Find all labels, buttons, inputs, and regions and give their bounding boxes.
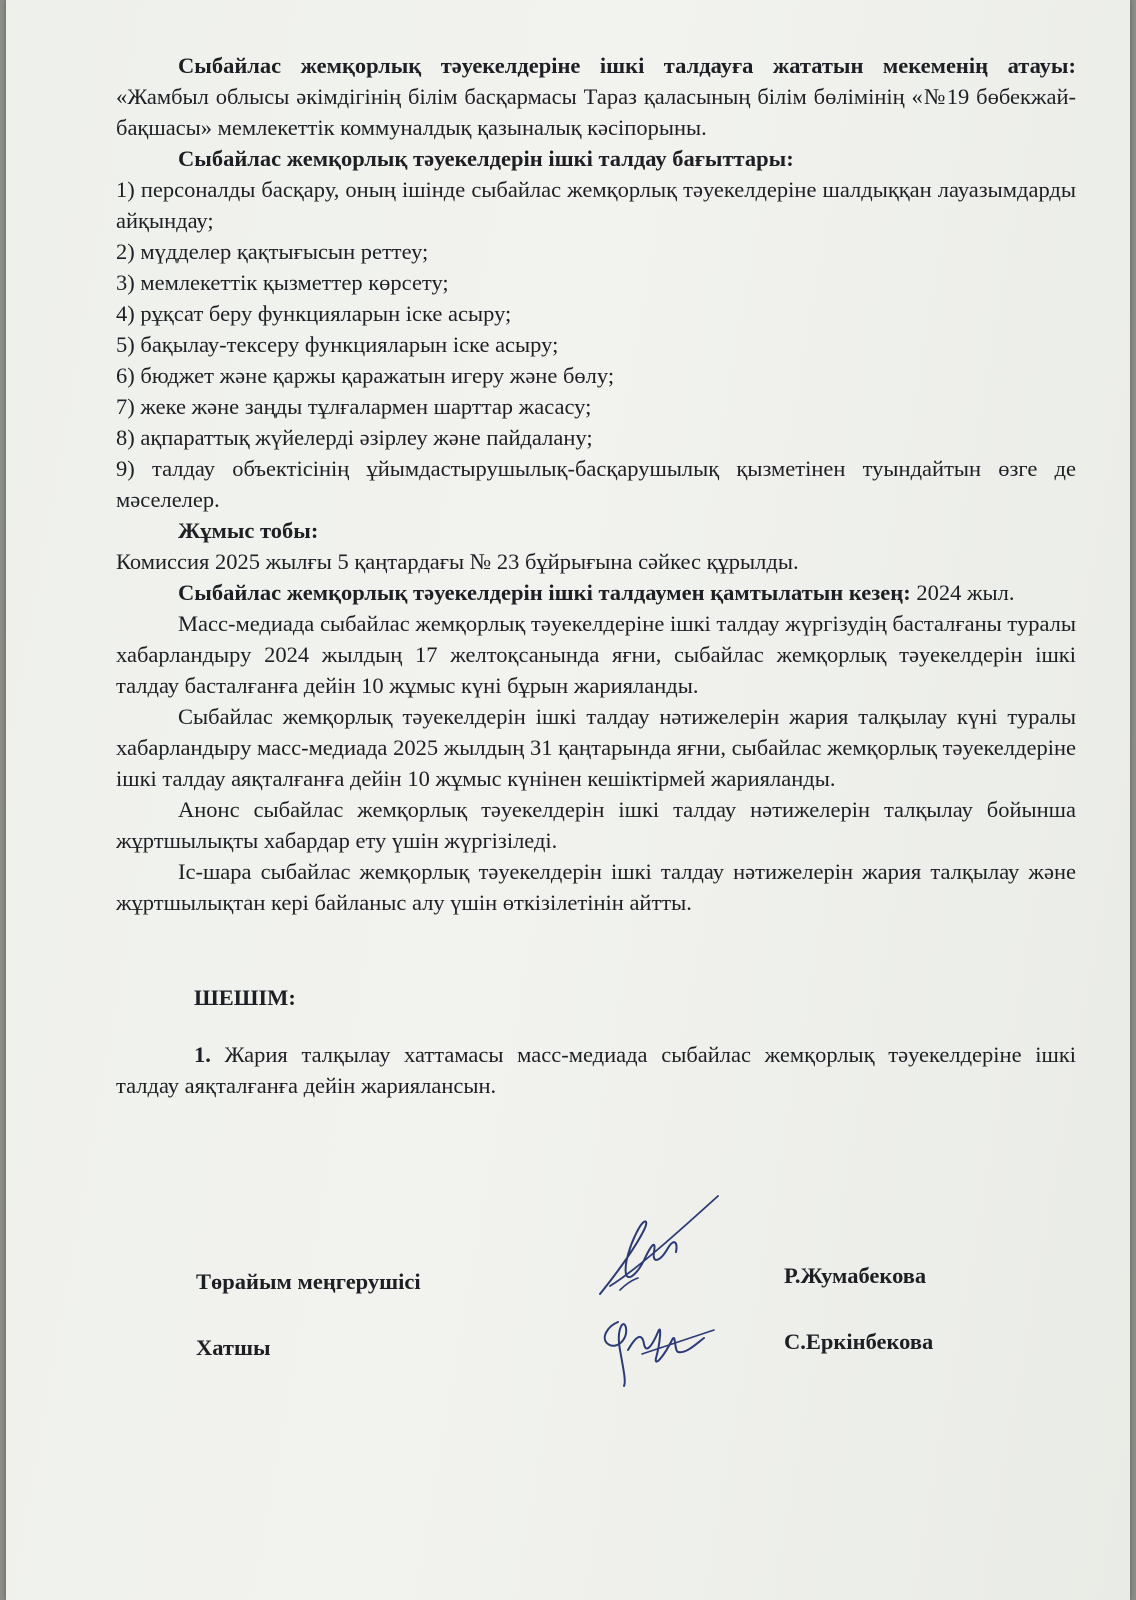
signature-row-secretary [116,1326,1076,1366]
direction-item: 6) бюджет және қаржы қаражатын игеру және бөлу; [116,363,615,388]
document-body [116,50,1076,1360]
period-heading: Сыбайлас жемқорлық тәуекелдерін ішкі талдаумен қамтылатын кезең: [178,580,911,605]
direction-item: 5) бақылау-тексеру функцияларын іске асыру; [116,332,559,357]
direction-item: 9) талдау объектісінің ұйымдастырушылық-басқарушылық қызметінен туындайтын өзге де мәселелер. [116,456,1076,512]
signature-role: Хатшы [196,1335,271,1360]
period-text: 2024 жыл. [910,580,1015,605]
directions-heading: Сыбайлас жемқорлық тәуекелдерін ішкі талдау бағыттары: [178,146,794,171]
signature-name: Р.Жумабекова [784,1263,927,1288]
decision-item [116,1039,1076,1101]
period-paragraph [116,577,1076,608]
decision-item-number: 1. [194,1042,211,1067]
institution-paragraph [116,50,1076,143]
work-group-text: Комиссия 2025 жылғы 5 қаңтардағы № 23 бұйрығына сәйкес құрылды. [116,549,799,574]
document-sheet [6,0,1130,1600]
institution-name: «Жамбыл облысы әкімдігінің білім басқармасы Тараз қаласының білім бөлімінің «№19 бөбекжай-бақшасы» мемлекеттік коммуналдық қазыналық кәсіпорыны. [116,84,1076,140]
decision-item-text: Жария талқылау хаттамасы масс-медиада сыбайлас жемқорлық тәуекелдеріне ішкі талдау аяқталғанға дейін жариялансын. [116,1042,1076,1098]
decision-heading: ШЕШІМ: [194,985,296,1010]
body-paragraph: Масс-медиада сыбайлас жемқорлық тәуекелдеріне ішкі талдау жүргізудің басталғаны туралы хабарландыру 2024 жылдың 17 желтоқсанында яғни, сыбайлас жемқорлық тәуекелдерін ішкі талдау басталғанға дейін 10 жұмыс күні бұрын жарияланды. [116,611,1076,698]
direction-item: 4) рұқсат беру функцияларын іске асыру; [116,301,512,326]
direction-item: 2) мүдделер қақтығысын реттеу; [116,239,429,264]
direction-item: 7) жеке және заңды тұлғалармен шарттар жасасу; [116,394,592,419]
institution-heading: Сыбайлас жемқорлық тәуекелдеріне ішкі талдауға жататын мекеменің атауы: [178,53,1076,78]
work-group-heading: Жұмыс тобы: [178,518,319,543]
directions-list [116,174,1076,515]
direction-item: 3) мемлекеттік қызметтер көрсету; [116,270,449,295]
handwritten-signature-icon [586,1292,726,1392]
direction-item: 1) персоналды басқару, оның ішінде сыбайлас жемқорлық тәуекелдеріне шалдыққан лауазымдарды айқындау; [116,177,1076,233]
signature-name: С.Еркінбекова [784,1329,934,1354]
body-paragraph: Анонс сыбайлас жемқорлық тәуекелдерін ішкі талдау нәтижелерін талқылау бойынша жұртшылықты хабардар ету үшін жүргізіледі. [116,797,1076,853]
body-paragraph: Іс-шара сыбайлас жемқорлық тәуекелдерін ішкі талдау нәтижелерін жария талқылау және жұртшылықтан кері байланыс алу үшін өткізілетінін айтты. [116,859,1076,915]
signature-role: Төрайым меңгерушісі [196,1269,421,1294]
direction-item: 8) ақпараттық жүйелерді әзірлеу және пайдалану; [116,425,593,450]
body-paragraph: Сыбайлас жемқорлық тәуекелдерін ішкі талдау нәтижелерін жария талқылау күні туралы хабарландыру масс-медиада 2025 жылдың 31 қаңтарында яғни, сыбайлас жемқорлық тәуекелдеріне ішкі талдау аяқталғанға дейін 10 жұмыс күнінен кешіктірмей жарияланды. [116,704,1076,791]
